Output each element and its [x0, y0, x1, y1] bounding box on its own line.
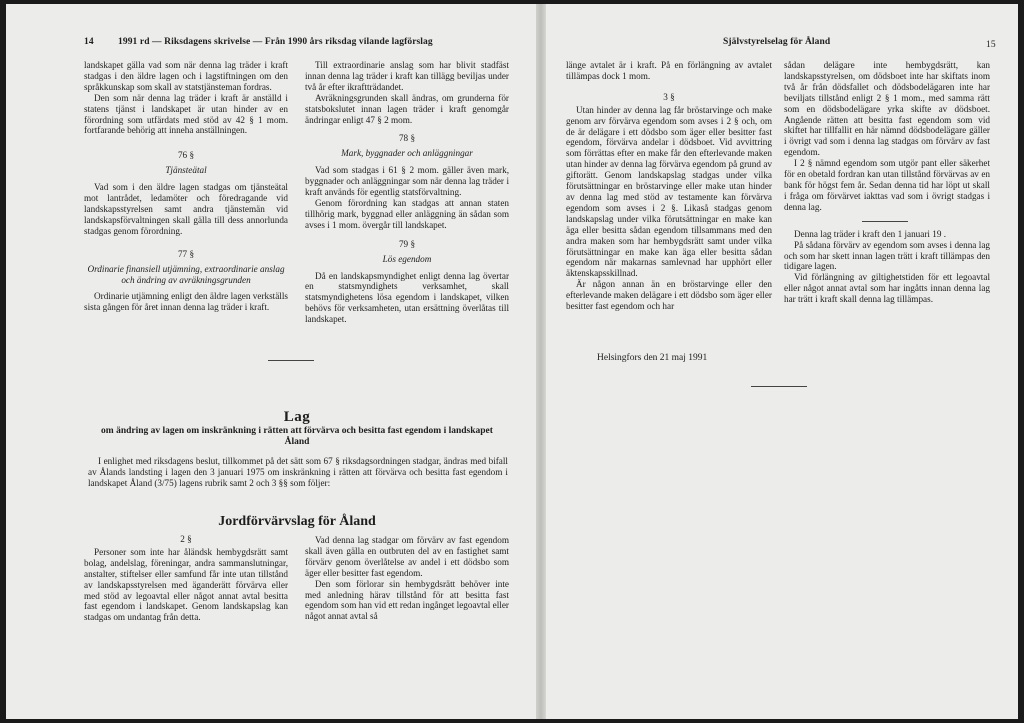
paragraph: Vid förlängning av giltighetstiden för ett legoavtal eller något annat avtal som har ingåtts innan denna lag har trätt i kraft skall denna lag tillämpas.	[784, 272, 990, 305]
left-running-header: 1991 rd — Riksdagens skrivelse — Från 1990 års riksdag vilande lagförslag	[118, 37, 433, 47]
separator-rule	[751, 386, 807, 387]
right-running-header: Självstyrelselag för Åland	[723, 37, 831, 47]
right-col2	[784, 60, 990, 305]
paragraph: I enlighet med riksdagens beslut, tillkommet på det sätt som 67 § riksdagsordningen stadgar, ändras med bifall av Ålands landsting i lagen den 3 januari 1975 om inskränkning i rätten att förvärva och besitta fast egendom i landskapet Åland (3/75) lagens rubrik samt 2 och 3 §§ som följer:	[88, 456, 508, 488]
section-heading: Tjänsteätal	[165, 165, 207, 176]
section-number: 3 §	[663, 91, 675, 102]
section-heading: Ordinarie finansiell utjämning, extraordinarie anslag och ändring av avräkningsgrunden	[87, 263, 285, 285]
paragraph: Avräkningsgrunden skall ändras, om grunderna för statsbokslutet innan lagen träder i kraft genomgår ändringar enligt 47 § 2 mom.	[305, 92, 509, 125]
paragraph: I 2 § nämnd egendom som utgör pant eller säkerhet för en obetald fordran kan utan tillstånd förvärvas av en bank för högst fem år. Sedan denna tid har löpt ut skall i fråga om förvärvet iakttas vad som i övrigt stadgas i denna lag.	[784, 158, 990, 212]
left-col2	[305, 60, 509, 325]
left-bottom-col2	[305, 535, 509, 622]
left-col1	[84, 60, 288, 313]
paragraph: Till extraordinarie anslag som har blivit stadfäst innan denna lag träder i kraft kan tillägg beviljas under två år efter ikraftträdandet.	[305, 60, 509, 92]
section-heading: Mark, byggnader och anläggningar	[341, 148, 473, 159]
page-gutter	[536, 4, 546, 719]
section-number: 79 §	[398, 238, 416, 249]
paragraph: Vad som i den äldre lagen stadgas om tjänsteätal mot lantrådet, ledamöter och föredragande vid landskapsstyrelsen samt andra tjänstemän vid landskapsförvaltningen skall gälla till dess annorlunda stadgas genom förordning.	[84, 182, 288, 236]
paragraph: Denna lag träder i kraft den 1 januari 19 .	[794, 228, 947, 239]
paragraph: Vad som stadgas i 61 § 2 mom. gäller även mark, byggnader och anläggningar som när denna lag träder i kraft används för egentlig statsförvaltning.	[305, 165, 509, 198]
law-subtitle: om ändring av lagen om inskränkning i rätten att förvärva och besitta fast egendom i landskapet Åland	[101, 426, 493, 447]
paragraph: Ordinarie utjämning enligt den äldre lagen verkställs sista gången för året innan denna lag träder i kraft.	[84, 291, 288, 313]
separator-rule	[268, 360, 314, 361]
right-col1	[566, 60, 772, 312]
section-number: 77 §	[177, 248, 195, 259]
paragraph: landskapet gälla vad som när denna lag träder i kraft stadgas i den äldre lagen och i lagstiftningen om den språkkunskap som skall av statstjänsteman fordras.	[84, 60, 288, 92]
section-heading: Lös egendom	[382, 253, 432, 264]
section-number: 78 §	[398, 133, 416, 144]
act-title: Jordförvärvslag för Åland	[218, 514, 376, 529]
section-number: 2 §	[180, 534, 192, 544]
book-spread	[6, 4, 1018, 719]
right-page-number: 15	[986, 40, 996, 50]
paragraph: Vad denna lag stadgar om förvärv av fast egendom skall även gälla en outbruten del av en fastighet samt förvärv genom överlåtelse av andel i ett dödsbo som äger eller besitter fast egendom.	[305, 535, 509, 578]
paragraph: Då en landskapsmyndighet enligt denna lag övertar en statsmyndighets verksamhet, skall statsmyndighetens lösa egendom i landskapet, vilken behövs för verksamheten, utan ersättning överlåtas till landskapet.	[305, 270, 509, 325]
paragraph: På sådana förvärv av egendom som avses i denna lag och som har skett innan lagen trätt i kraft tillämpas den tidigare lagen.	[784, 239, 990, 272]
paragraph: Genom förordning kan stadgas att annan staten tillhörig mark, byggnad eller anläggning än sådan som avses i 1 mom. övergår till landskapet.	[305, 197, 509, 230]
separator-rule	[862, 221, 908, 222]
section-number: 76 §	[177, 150, 195, 161]
law-intro	[88, 456, 508, 489]
paragraph: Den som när denna lag träder i kraft är anställd i statens tjänst i landskapet är utan hinder av en förordning som utfärdats med stöd av 42 § 1 mom. fortfarande behörig att inneha anställningen.	[84, 92, 288, 136]
paragraph: Den som förlorar sin hembygdsrätt behöver inte med anledning härav tillstånd för att besitta fast egendom som han vid ett redan ingånget legoavtal eller något annat avtal så	[305, 578, 509, 622]
left-bottom-col1	[84, 534, 288, 623]
left-page-number: 14	[84, 37, 94, 47]
law-title: Lag	[283, 409, 311, 425]
paragraph: Personer som inte har åländsk hembygdsrätt samt bolag, andelslag, föreningar, andra sammanslutningar, anstalter, stiftelser eller samfund får inte utan tillstånd av landskapsstyrelsen med äganderätt förvärva eller med stöd av legoavtal eller något annat avtal besitta fast egendom i landskapet. Genom landskapslag kan stadgas om undantag från detta.	[84, 546, 288, 623]
paragraph: Är någon annan än en bröstarvinge eller den efterlevande maken delägare i ett dödsbo som äger eller besitter fast egendom och har	[566, 279, 772, 312]
separator-wrap	[784, 213, 990, 229]
paragraph: Utan hinder av denna lag får bröstarvinge och make genom arv förvärva egendom som avses i 2 § och, om de är delägare i ett dödsbo som äger eller besitter fast egendom, förvärva andelar i dödsboet. Vid avvittring som förrättas efter en make får den efterlevande maken utan hinder av denna lag förvärva egendom på grund av giftorätt. Genom landskapslag stadgas under vilka förutsättningar en bröstarvinge eller make utan hinder av denna lag med stöd av testamente kan förvärva egendom som avses i 2 §. Likaså stadgas genom landskapslag under vilka förutsättningar en make kan äga eller besitta sådan egendom tillsammans med den andra maken som har hembygdsrätt samt under vilka förutsättningar en make kan äga eller besitta sådan egendom när makarnas samlevnad har upphört eller äktenskapsskillnad.	[566, 104, 772, 279]
paragraph: länge avtalet är i kraft. På en förlängning av avtalet tillämpas dock 1 mom.	[566, 60, 772, 81]
paragraph: sådan delägare inte hembygdsrätt, kan landskapsstyrelsen, om dödsboet inte har skiftats inom två år från dödsfallet och dödsbodelägaren inte har beviljats tillstånd enligt 2 § 1 mom., med samma rätt som en dödsbodelägare yrka skifte av dödsboet. Angående rätten att besitta fast egendom som vid skiftet har tillfallit en här nämnd dödsbodelägare gäller i övrigt vad som i denna lag stadgas om förvärv av fast egendom.	[784, 60, 990, 158]
place-date: Helsingfors den 21 maj 1991	[597, 353, 708, 363]
